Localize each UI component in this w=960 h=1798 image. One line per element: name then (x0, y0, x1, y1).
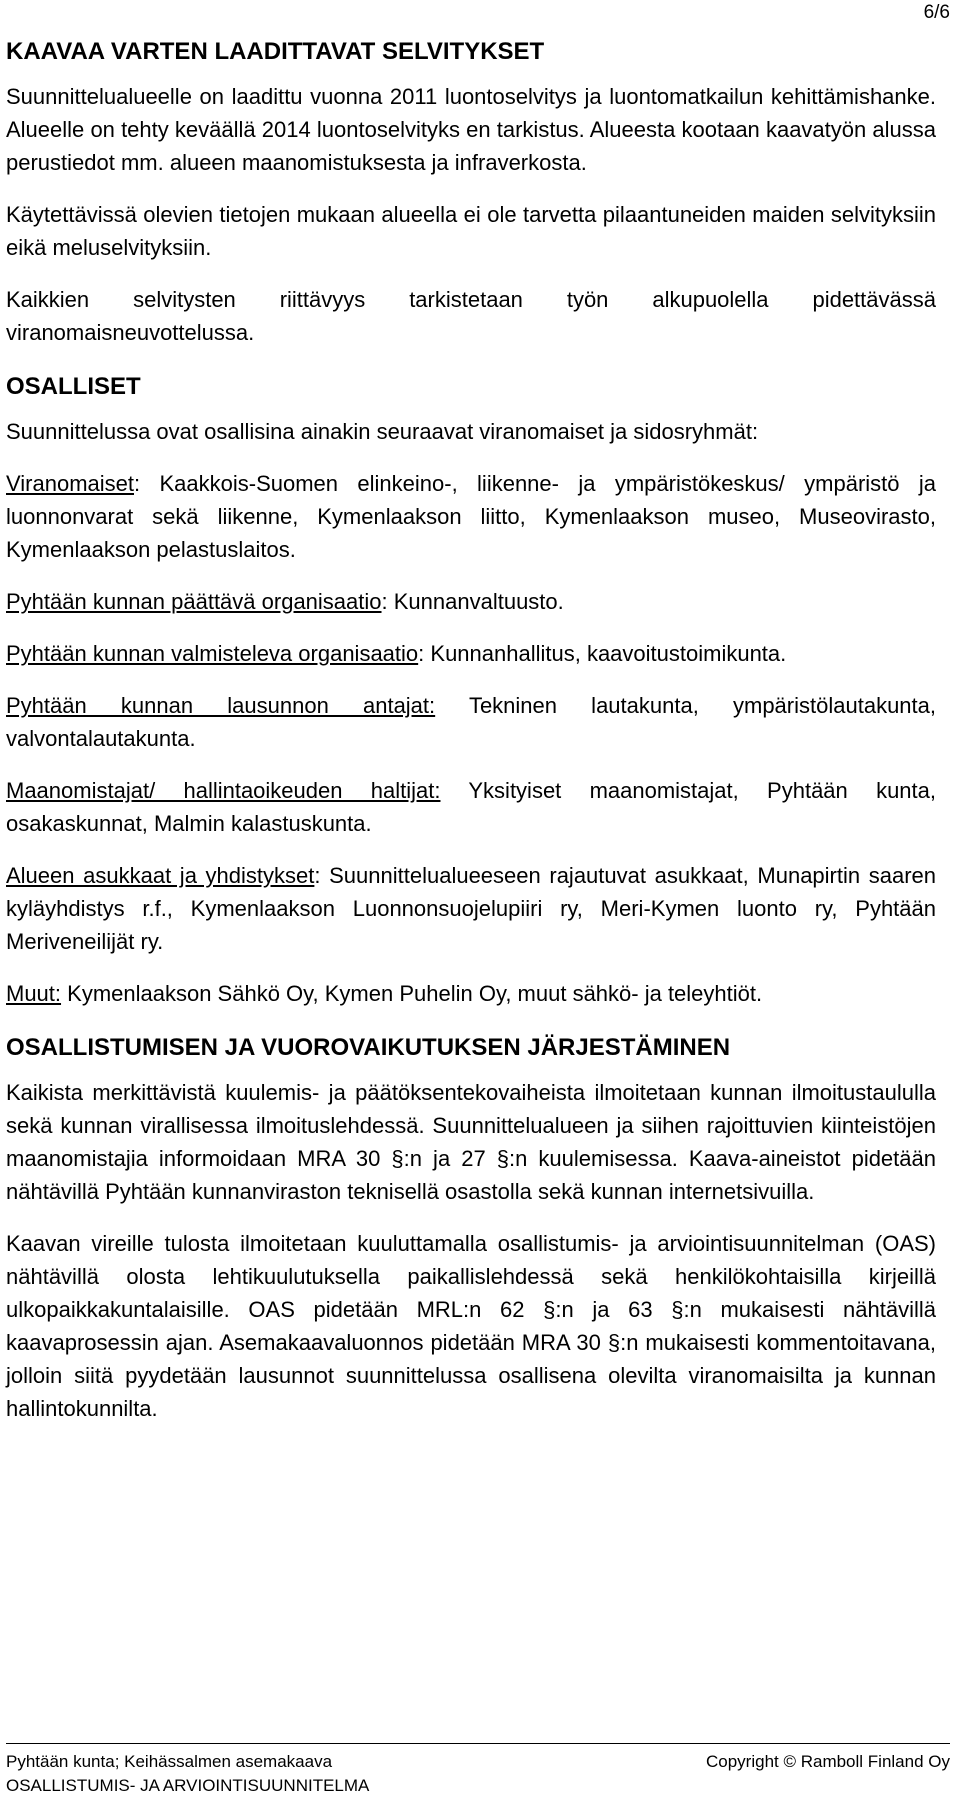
stakeholder-label: Viranomaiset (6, 471, 134, 496)
footer-project: Pyhtään kunta; Keihässalmen asemakaava (6, 1752, 333, 1771)
stakeholder-label: Alueen asukkaat ja yhdistykset (6, 863, 315, 888)
stakeholder-text: Kaakkois-Suomen elinkeino-, liikenne- ja ympäristökeskus/ ympäristö ja luonnonvarat sekä liikenne, Kymenlaakson liitto, Kymenlaakson museo, Museovirasto, Kymenlaakson pelastuslaitos. (6, 471, 936, 562)
paragraph: Kaikista merkittävistä kuulemis- ja päätöksentekovaiheista ilmoitetaan kunnan ilmoitustaululla sekä kunnan virallisessa ilmoituslehdessä. Suunnittelualueen ja siihen rajoittuvien kiinteistöjen maanomistajia informoidaan MRA 30 §:n ja 27 §:n kuulemisessa. Kaava-aineistot pidetään nähtävillä Pyhtään kunnanviraston teknisellä osastolla sekä kunnan internetsivuilla. (6, 1080, 936, 1204)
separator: : (381, 589, 388, 614)
separator: : (418, 641, 425, 666)
stakeholder-text: Tekninen lautakunta, ympäristölautakunta, valvontalautakunta. (6, 693, 936, 751)
separator: : (134, 471, 141, 496)
stakeholder-item (6, 859, 936, 958)
stakeholder-item (6, 774, 936, 840)
stakeholder-label: Pyhtään kunnan lausunnon antajat: (6, 693, 436, 718)
stakeholder-item (6, 467, 936, 566)
page-footer (6, 1743, 950, 1798)
stakeholder-text: Yksityiset maanomistajat, Pyhtään kunta, osakaskunnat, Malmin kalastuskunta. (6, 778, 936, 836)
stakeholder-label: Muut: (6, 981, 62, 1006)
section-heading-stakeholders: OSALLISET (6, 373, 141, 400)
stakeholder-text: Kunnanvaltuusto. (387, 589, 564, 614)
stakeholder-item (6, 585, 936, 618)
paragraph: Suunnittelussa ovat osallisina ainakin seuraavat viranomaiset ja sidosryhmät: (6, 419, 759, 444)
document-body (6, 34, 936, 1444)
stakeholder-label: Maanomistajat/ hallintaoikeuden haltijat: (6, 778, 441, 803)
page-number: 6/6 (923, 2, 950, 23)
stakeholder-label: Pyhtään kunnan valmisteleva organisaatio (6, 641, 419, 666)
stakeholder-item (6, 977, 936, 1010)
paragraph: Kaikkien selvitysten riittävyys tarkistetaan työn alkupuolella pidettävässä viranomaisneuvottelussa. (6, 287, 936, 345)
stakeholder-item (6, 689, 936, 755)
stakeholder-text: Kymenlaakson Sähkö Oy, Kymen Puhelin Oy, muut sähkö- ja teleyhtiöt. (61, 981, 763, 1006)
paragraph: Kaavan vireille tulosta ilmoitetaan kuuluttamalla osallistumis- ja arviointisuunnitelman (OAS) nähtävillä olosta lehtikuulutuksella paikallislehdessä sekä henkilökohtaisilla kirjeillä ulkopaikkakuntalaisille. OAS pidetään MRL:n 62 §:n ja 63 §:n mukaisesti nähtävillä kaavaprosessin ajan. Asemakaavaluonnos pidetään MRA 30 §:n mukaisesti kommentoitavana, jolloin siitä pyydetään lausunnot suunnittelussa osallisena olevilta viranomaisilta ja kunnan hallintokunnilta. (6, 1231, 936, 1421)
stakeholder-item (6, 637, 936, 670)
section-heading-participation: OSALLISTUMISEN JA VUOROVAIKUTUKSEN JÄRJESTÄMINEN (6, 1034, 731, 1061)
paragraph: Suunnittelualueelle on laadittu vuonna 2011 luontoselvitys ja luontomatkailun kehittämishanke. Alueelle on tehty keväällä 2014 luontoselvityks en tarkistus. Alueesta kootaan kaavatyön alussa perustiedot mm. alueen maanomistuksesta ja infraverkosta. (6, 84, 936, 175)
stakeholder-text: Suunnittelualueeseen rajautuvat asukkaat, Munapirtin saaren kyläyhdistys r.f., Kymenlaakson Luonnonsuojelupiiri ry, Meri-Kymen luonto ry, Pyhtään Meriveneilijät ry. (6, 863, 936, 954)
separator: : (314, 863, 321, 888)
stakeholder-label: Pyhtään kunnan päättävä organisaatio (6, 589, 382, 614)
stakeholder-text: Kunnanhallitus, kaavoitustoimikunta. (424, 641, 787, 666)
section-heading-surveys: KAAVAA VARTEN LAADITTAVAT SELVITYKSET (6, 38, 545, 65)
paragraph: Käytettävissä olevien tietojen mukaan alueella ei ole tarvetta pilaantuneiden maiden selvityksiin eikä meluselvityksiin. (6, 202, 936, 260)
footer-copyright: Copyright © Ramboll Finland Oy (705, 1752, 950, 1771)
footer-document-type: OSALLISTUMIS- JA ARVIOINTISUUNNITELMA (6, 1776, 370, 1795)
